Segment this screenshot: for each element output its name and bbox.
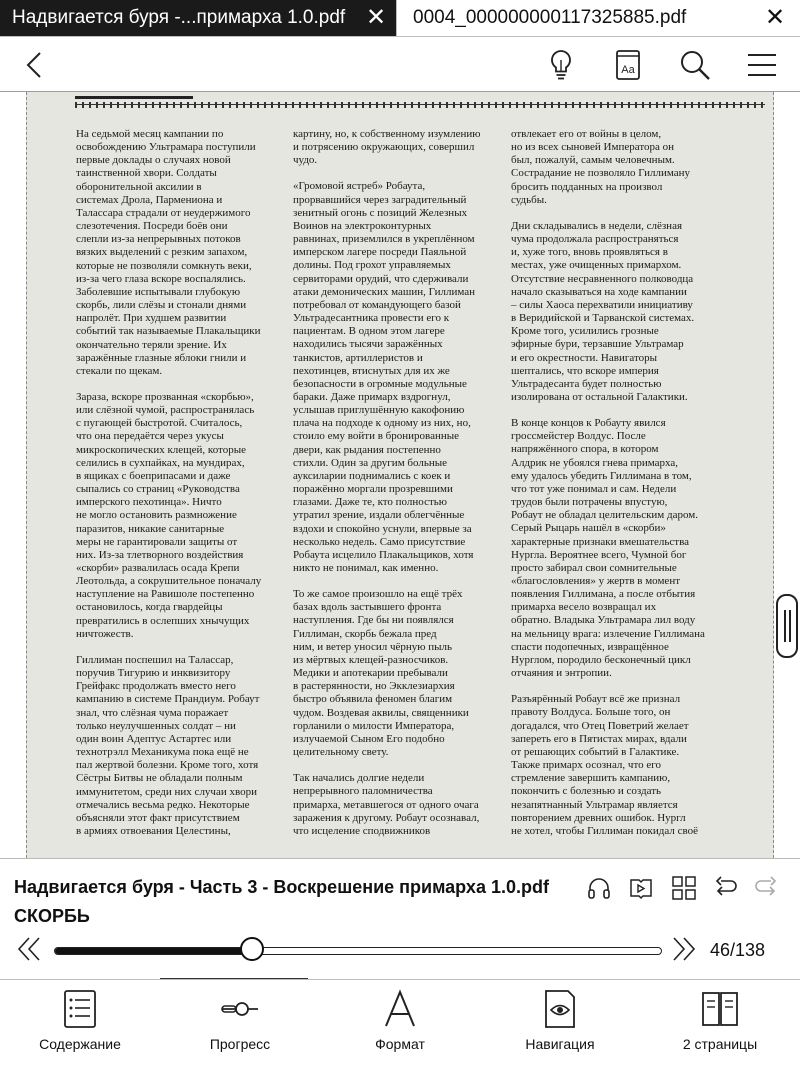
header-rule: [75, 102, 765, 108]
paragraph: На седьмой месяц кампании по освобождению Ультрамара поступили первые доклады о случаях новой таинственной хвори. Солдаты оборонительной аксилии в системах Дрола, Пармениона и Талассара страдали от неудержимого слезотечения. Посреди боёв они слепли из-за непрерывных потоков вязких выделений с резким запахом, которые не позволяли сомкнуть веки, из-за чего глаза вскоре воспалялись. Заболевшие испытывали глубокую скорбь, лили слёзы и стонали днями напролёт. При худшем развитии событий так называемые Плакальщики окончательно теряли зрение. Их заражённые глазные яблоки гнили и стекали по щекам.: [76, 128, 261, 377]
audio-headphones-icon[interactable]: [586, 875, 612, 901]
two-pages-button[interactable]: [640, 980, 800, 1068]
nav-label: Формат: [375, 1036, 425, 1052]
nav-label: Прогресс: [209, 1036, 271, 1052]
paragraph: Так начались долгие недели непрерывного паломничества примарха, метавшегося от одного очага заражения к другому. Робаут осознавал, что исцеление сподвижников: [293, 772, 480, 837]
document-title: Надвигается буря - Часть 3 - Воскрешение примарха 1.0.pdf: [14, 877, 549, 897]
nav-label: Навигация: [525, 1036, 595, 1052]
chapter-title: СКОРБЬ: [14, 906, 90, 926]
paragraph: отвлекает его от войны в целом, но из всех сыновей Императора он был, пожалуй, самым человечным. Сострадание не позволяло Гиллиману бросить подданных на произвол судьбы.: [511, 128, 691, 206]
paragraph: В конце концов к Робауту явился гроссмейстер Волдус. После напряжённого спора, в котором Алдрик не убоялся гнева примарха, ему удалось убедить Гиллимана в том, что тот уже понимал и сам. Недели трудов были потрачены впустую, Робаут не обладал целительским даром. Серый Рыцарь нашёл в «скорби» характерные признаки вмешательства Нургла. Вероятнее всего, Чумной бог просто забирал свои сомнительные «благословления» у жертв в момент появления Гиллимана, а после отбытия примарха весело возвращал их обратно. Владыка Ультрамара лил воду на мельницу врага: излечение Гиллимана спасти подопечных, извращённое Нурглом, породило бесконечный цикл отчаяния и энтропии.: [511, 417, 705, 680]
nav-label: 2 страницы: [682, 1036, 758, 1052]
lightbulb-icon[interactable]: [543, 47, 579, 83]
table-of-contents-icon: [60, 988, 100, 1030]
paragraph: Дни складывались в недели, слёзная чума продолжала распространяться и, хуже того, вновь проявляться в местах, уже очищенных примархом. Отсутствие несравненного полководца начало сказываться на ходе кампании – силы Хаоса перехватили инициативу в Веридийской и Тарванской системах. Кроме того, усилились грозные эфирные бури, терзавшие Ультрамар и его окрестности. Навигаторы шептались, что вскоре империя Ультрадесанта будет полностью изолирована от остальной Галактики.: [511, 219, 695, 403]
back-arrow-icon[interactable]: [18, 47, 54, 83]
navigation-button[interactable]: [480, 980, 640, 1068]
font-settings-icon[interactable]: [610, 47, 646, 83]
text-column-2: [293, 128, 503, 851]
pdf-page: [26, 92, 774, 858]
paragraph: картину, но, к собственному изумлению и потрясению окружающих, совершил чудо.: [293, 128, 481, 167]
contents-button[interactable]: [0, 980, 160, 1068]
slider-knob[interactable]: [240, 937, 264, 961]
page-counter: 46/138: [710, 940, 766, 960]
text-column-1: [76, 128, 281, 851]
tab-active-document[interactable]: [0, 0, 396, 36]
page-progress-slider[interactable]: [54, 947, 662, 955]
tab-label: Надвигается буря -...примарха 1.0.pdf: [12, 7, 346, 28]
bottom-navigation: [0, 979, 800, 1068]
header-rule-line: [75, 104, 765, 105]
font-icon-text: Aa: [621, 64, 635, 76]
text-column-3: [511, 128, 731, 851]
nav-label: Содержание: [39, 1036, 121, 1052]
reading-info-panel: [0, 858, 800, 979]
paragraph: Разъярённый Робаут всё же признал правоту Волдуса. Больше того, он догадался, что Отец Поветрий желает запереть его в Пятистах мирах, вдали от решающих событий в Галактике. Также примарх осознал, что его стремление завершить кампанию, покончить с болезнью и создать незапятнанный Ультрамар является повторением древних ошибок. Нургл не хотел, чтобы Гиллиман покидал своё: [511, 693, 698, 837]
redo-icon[interactable]: [754, 875, 780, 901]
progress-button[interactable]: [160, 980, 320, 1068]
format-button[interactable]: [320, 980, 480, 1068]
header-decoration: [75, 96, 193, 99]
side-drawer-handle[interactable]: [776, 594, 798, 658]
progress-icon: [220, 988, 260, 1030]
two-pages-icon: [700, 988, 740, 1030]
close-icon[interactable]: ✕: [366, 4, 387, 31]
undo-icon[interactable]: [712, 875, 738, 901]
paragraph: Зараза, вскоре прозванная «скорбью», или слёзной чумой, распространялась с пугающей быстротой. Считалось, что она передаётся через укусы микроскопических клещей, которые селились в сухпайках, на мундирах, в ящиках с боеприпасами и даже сыпались со страниц «Руководства имперского пехотинца». Ничто не могло остановить размножение паразитов, никакие санитарные меры не гарантировали защиты от них. Из-за тлетворного воздействия «скорби» развалилась осада Крепи Леотольда, а сокрушительное поначалу наступление на Равишоле постепенно остановилось, когда гвардейцы превратились в ослепших хнычущих ничтожеств.: [76, 390, 262, 640]
progress-fill: [55, 948, 253, 954]
chevron-double-right-icon[interactable]: [670, 935, 698, 963]
document-view[interactable]: [0, 92, 800, 858]
reader-toolbar: [0, 37, 800, 92]
menu-icon[interactable]: [744, 47, 780, 83]
paragraph: «Громовой ястреб» Робаута, прорвавшийся через заградительный зенитный огонь с позиций Железных Воинов на электроконтурных равнинах, приземлился в укреплённом имперском лагере посреди Паяльной долины. Под грохот управляемых сервиторами орудий, что сдерживали атаки демонических машин, Гиллиман потребовал от командующего базой Ультрадесантника провести его к пациентам. В одном этом лагере находились тысячи заражённых танкистов, артиллеристов и пехотинцев, втиснутых для их же безопасности в огромные модульные бараки. Даже примарх вздрогнул, услышав приглушённую какофонию плача на подходе к одному из них, но, стоило ему войти в бронированные двери, как рыдания постепенно стихли. Один за другим больные ауксиларии поднимались с коек и поражённо моргали прозревшими глазами. Даже те, кто полностью утратил зрение, издали облегчённые вздохи и спокойно уснули, впервые за несколько недель. Само присутствие Робаута исцелило Плакальщиков, хотя никто не понимал, как именно.: [293, 180, 476, 574]
tab-second-document[interactable]: [396, 0, 800, 36]
format-icon: [380, 988, 420, 1030]
paragraph: Гиллиман поспешил на Талассар, поручив Тигурию и инквизитору Грейфакс продолжать вместо него кампанию в системе Прандиум. Робаут знал, что слёзная чума поражает только неулучшенных солдат – ни один воин Адептус Астартес или технотрэлл Механикума пока ещё не пал жертвой болезни. Кроме того, хотя Сёстры Битвы не обладали полным иммунитетом, среди них случаи хвори отмечались весьма редко. Некоторые объясняли этот факт присутствием в армиях отвоевания Целестины,: [76, 653, 260, 837]
paragraph: То же самое произошло на ещё трёх базах вдоль застывшего фронта наступления. Где бы ни появлялся Гиллиман, скорбь бежала пред ним, и ветер уносил чёрную пыль из мёртвых клещей-разносчиков. Медики и апотекарии пребывали в растерянности, но Экклезиархия быстро объявила феномен благим чудом. Воздевая аквилы, священники горланили о милости Императора, излучаемой Сыном Его подобно целительному свету.: [293, 588, 469, 759]
tab-label: 0004_000000000117325885.pdf: [413, 7, 687, 28]
search-icon[interactable]: [677, 47, 713, 83]
slideshow-icon[interactable]: [628, 875, 654, 901]
grid-view-icon[interactable]: [671, 875, 697, 901]
chevron-double-left-icon[interactable]: [15, 935, 43, 963]
navigation-icon: [540, 988, 580, 1030]
close-icon[interactable]: ✕: [765, 4, 786, 31]
tab-bar: [0, 0, 800, 37]
